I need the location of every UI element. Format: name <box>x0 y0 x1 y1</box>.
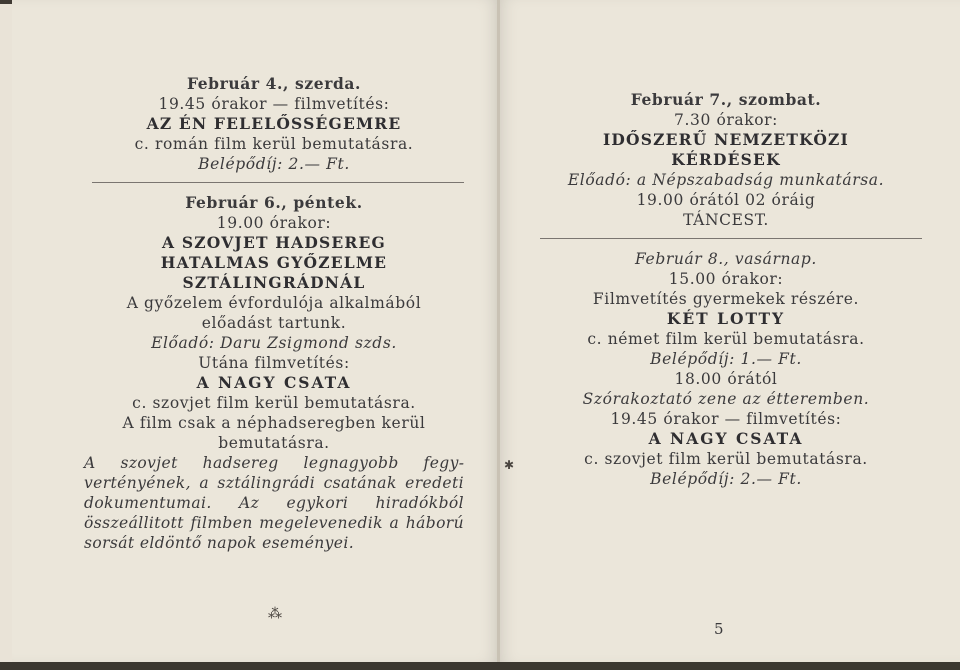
entry-description: TÁNCEST. <box>683 211 769 229</box>
entry-time: 19.00 órakor: <box>216 214 332 232</box>
film-description: bemutatásra. <box>218 434 330 452</box>
entry-speaker: Előadó: Daru Zsigmond szds. <box>151 334 397 352</box>
entry-feb-8 <box>540 249 912 489</box>
divider <box>92 182 464 183</box>
film-title: A NAGY CSATA <box>648 429 804 448</box>
divider <box>540 238 922 239</box>
entry-date: Február 6., péntek. <box>185 193 363 212</box>
entry-time: 19.45 órakor — filmvetítés: <box>610 410 842 428</box>
entry-description: 19.00 órától 02 óráig <box>636 191 816 209</box>
entry-description: c. román film kerül bemutatásra. <box>134 135 414 153</box>
entry-speaker: Előadó: a Népszabadság munkatársa. <box>567 171 885 189</box>
entry-description: Szórakoztató zene az étteremben. <box>582 390 870 408</box>
film-title: A NAGY CSATA <box>196 373 352 392</box>
film-note: A szovjet hadsereg legnagyobb fegyvertényének, a sztálingrádi csatának eredeti dokumentumai. Az egykori hiradókból összeállitott filmben megelevenedik a háború sorsát eldöntő napok eseményei. <box>84 454 464 552</box>
entry-feb-7 <box>540 90 912 230</box>
right-column <box>540 90 912 489</box>
film-description: c. német film kerül bemutatásra. <box>587 330 865 348</box>
entry-feb-4 <box>84 74 464 174</box>
page-number: 5 <box>714 620 724 638</box>
bottom-edge <box>0 662 960 670</box>
entry-time: 7.30 órakor: <box>674 111 778 129</box>
entry-description: előadást tartunk. <box>201 314 347 332</box>
entry-time: 18.00 órától <box>674 370 778 388</box>
entry-price: Belépődíj: 2.— Ft. <box>198 155 350 173</box>
entry-date: Február 7., szombat. <box>630 90 822 109</box>
entry-title-line: A SZOVJET HADSEREG <box>162 233 386 252</box>
film-description: A film csak a néphadseregben kerül <box>122 414 426 432</box>
entry-date: Február 4., szerda. <box>186 74 362 93</box>
entry-title-line: SZTÁLINGRÁDNÁL <box>182 273 366 292</box>
entry-title: AZ ÉN FELELŐSSÉGEMRE <box>146 114 402 133</box>
entry-description: A győzelem évfordulója alkalmából <box>126 294 422 312</box>
entry-title-line: KÉRDÉSEK <box>671 150 781 169</box>
entry-time: 15.00 órakor: <box>668 270 784 288</box>
entry-after: Utána filmvetítés: <box>198 354 350 372</box>
entry-date: Február 8., vasárnap. <box>635 250 817 268</box>
entry-time: 19.45 órakor — filmvetítés: <box>158 95 390 113</box>
film-description: c. szovjet film kerül bemutatásra. <box>132 394 416 412</box>
entry-price: Belépődíj: 1.— Ft. <box>650 350 802 368</box>
entry-description: Filmvetítés gyermekek részére. <box>592 290 860 308</box>
paper-speck: ⁂ <box>268 606 282 622</box>
entry-price: Belépődíj: 2.— Ft. <box>650 470 802 488</box>
paper-speck: ✱ <box>504 458 515 472</box>
left-column <box>84 74 464 553</box>
film-title: KÉT LOTTY <box>666 309 786 328</box>
entry-feb-6 <box>84 193 464 553</box>
entry-title-line: HATALMAS GYŐZELME <box>160 253 388 272</box>
film-description: c. szovjet film kerül bemutatásra. <box>584 450 868 468</box>
entry-title-line: IDŐSZERŰ NEMZETKÖZI <box>602 130 850 149</box>
book-gutter <box>497 0 500 662</box>
